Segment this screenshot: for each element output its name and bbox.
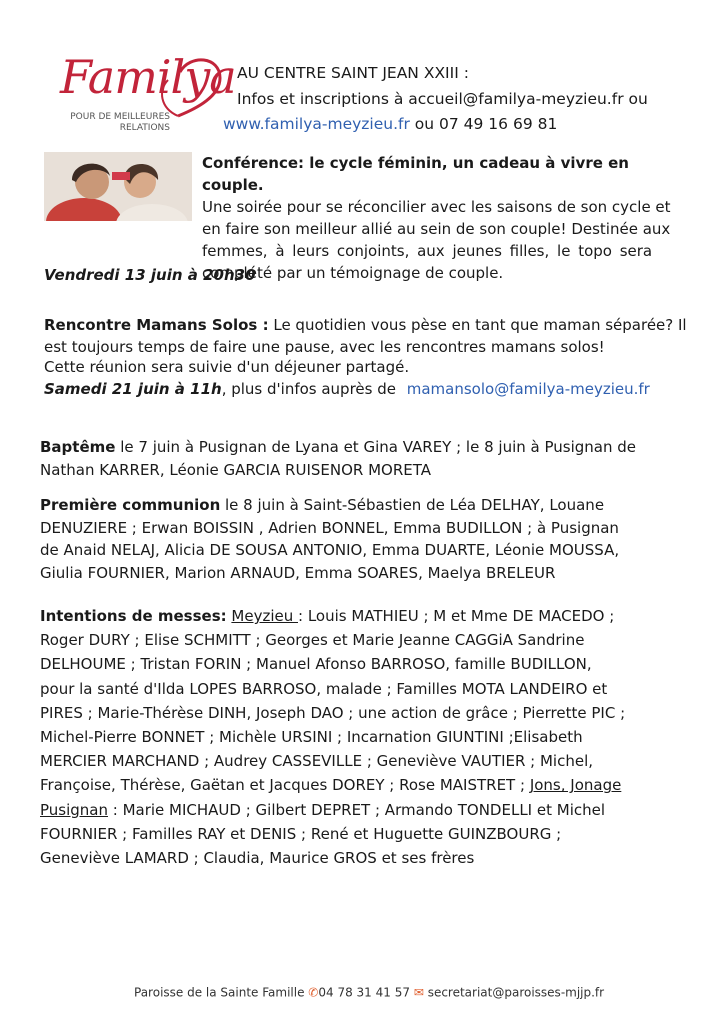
bapteme-section: Baptême le 7 juin à Pusignan de Lyana et Gina VAREY ; le 8 juin à Pusignan de Nathan KARRER, Léonie GARCIA RUISENOR MORETA	[40, 438, 636, 479]
mamans-block: Rencontre Mamans Solos : Le quotidien vous pèse en tant que maman séparée? Il est toujours temps de faire une pause, avec les rencontres mamans solos! Cette réunion sera suivie d'un déjeuner partagé. Samedi 21 juin à 11h, plus d'infos auprès de mamansolo@familya-meyzieu.fr	[44, 316, 687, 398]
intentions-section: Intentions de messes: Meyzieu : Louis MATHIEU ; M et Mme DE MACEDO ; Roger DURY ; Elise SCHMITT ; Georges et Marie Jeanne CAGGiA Sandrine DELHOUME ; Tristan FORIN ; Manuel Afonso BARROSO, famille BUDILLON, pour la santé d'Ilda LOPES BARROSO, malade ; Familles MOTA LANDEIRO et PIRES ; Marie-Thérèse DINH, Joseph DAO ; une action de grâce ; Pierrette PIC ; Michel-Pierre BONNET ; Michèle URSINI ; Incarnation GIUNTINI ;Elisabeth MERCIER MARCHAND ; Audrey CASSEVILLE ; Geneviève VAUTIER ; Michel, Françoise, Thérèse, Gaëtan et Jacques DOREY ; Rose MAISTRET ; Jons, Jonage Pusignan : Marie MICHAUD ; Gilbert DEPRET ; Armando TONDELLI et Michel FOURNIER ; Familles RAY et DENIS ; René et Huguette GUINZBOURG ; Geneviève LAMARD ; Claudia, Maurice GROS et ses frères	[40, 607, 626, 868]
footer-phone: 04 78 31 41 57	[318, 985, 410, 1000]
conference-block: Conférence: le cycle féminin, un cadeau à vivre en couple. Une soirée pour se réconcilier avec les saisons de son cycle et en faire son meilleur allié au sein de son couple! Destinée aux femmes, à leurs conjoints, aux jeunes filles, le topo sera complété par un témoignage de couple.	[202, 152, 686, 284]
mail-icon: ✉	[413, 985, 424, 1000]
mamans-date: Samedi 21 juin à 11h	[44, 380, 222, 398]
logo-tagline: POUR DE MEILLEURES RELATIONS	[70, 112, 170, 133]
conference-photo	[44, 152, 192, 221]
venue-line: AU CENTRE SAINT JEAN XXIII :	[237, 64, 469, 82]
footer	[134, 985, 604, 1000]
mamans-email-link[interactable]: mamansolo@familya-meyzieu.fr	[406, 380, 650, 398]
intentions-title: Intentions de messes:	[40, 607, 227, 625]
communion-title: Première communion	[40, 496, 221, 514]
bapteme-title: Baptême	[40, 438, 116, 456]
phone-icon: ✆	[308, 985, 319, 1000]
footer-email[interactable]: secretariat@paroisses-mjjp.fr	[427, 985, 605, 1000]
familya-logo	[60, 50, 236, 140]
footer-parish: Paroisse de la Sainte Famille	[134, 985, 305, 1000]
mamans-title: Rencontre Mamans Solos :	[44, 316, 269, 334]
conference-title: Conférence: le cycle féminin, un cadeau à vivre en couple.	[202, 154, 629, 194]
info-email-link[interactable]: accueil@familya-meyzieu.fr	[408, 90, 624, 108]
conference-date: Vendredi 13 juin à 20h30	[44, 266, 256, 284]
website-link[interactable]: www.familya-meyzieu.fr	[223, 115, 410, 133]
communion-section: Première communion le 8 juin à Saint-Sébastien de Léa DELHAY, Louane DENUZIERE ; Erwan BOISSIN , Adrien BONNEL, Emma BUDILLON ; à Pusignan de Anaid NELAJ, Alicia DE SOUSA ANTONIO, Emma DUARTE, Léonie MOUSSA, Giulia FOURNIER, Marion ARNAUD, Emma SOARES, Maelya BRELEUR	[40, 496, 620, 582]
website-line: www.familya-meyzieu.fr ou 07 49 16 69 81	[223, 115, 558, 133]
info-line: Infos et inscriptions à accueil@familya-meyzieu.fr ou	[237, 90, 648, 108]
logo-wordmark: Familya	[60, 50, 236, 104]
